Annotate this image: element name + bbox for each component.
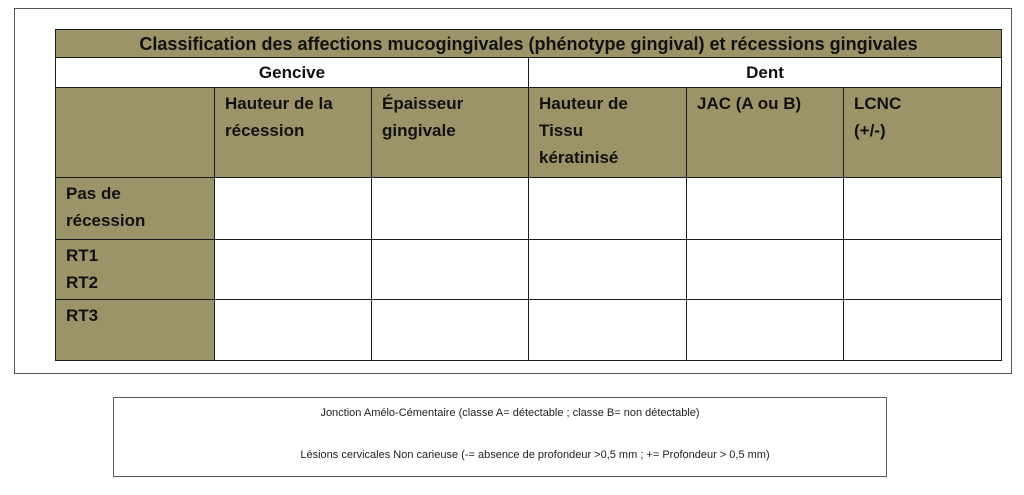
table-cell (529, 240, 687, 300)
col-header-line: récession (225, 121, 305, 140)
row-label-rt3 (56, 300, 215, 361)
col-header-epaisseur-gingivale (372, 88, 529, 178)
table-cell (529, 178, 687, 240)
title-row (56, 30, 1002, 58)
col-header-hauteur-tissu-keratinise (529, 88, 687, 178)
col-header-line: Épaisseur (382, 94, 464, 113)
group-dent: Dent (529, 58, 1002, 88)
table-cell (687, 240, 844, 300)
table-cell (215, 240, 372, 300)
column-header-row (56, 88, 1002, 178)
row-label-rt1-rt2 (56, 240, 215, 300)
col-header-line: Hauteur de la (225, 94, 333, 113)
classification-table (55, 29, 1002, 361)
col-header-line: (+/-) (854, 121, 886, 140)
row-label-line: Pas de (66, 184, 121, 203)
table-row (56, 300, 1002, 361)
col-header-lcnc (844, 88, 1002, 178)
table-cell (687, 178, 844, 240)
col-header-jac (687, 88, 844, 178)
table-cell (844, 300, 1002, 361)
col-header-hauteur-recession (215, 88, 372, 178)
table-cell (215, 178, 372, 240)
group-row (56, 58, 1002, 88)
table-row (56, 240, 1002, 300)
table-title: Classification des affections mucogingivales (phénotype gingival) et récessions gingivales (56, 30, 1002, 58)
row-label-line: RT1 (66, 246, 99, 265)
header-corner (56, 88, 215, 178)
document-frame (14, 8, 1012, 374)
table-cell (687, 300, 844, 361)
legend-jac: Jonction Amélo-Cémentaire (classe A= détectable ; classe B= non détectable) (320, 407, 700, 419)
col-header-line: kératinisé (539, 148, 619, 167)
table-cell (529, 300, 687, 361)
table-cell (372, 240, 529, 300)
table-cell (844, 240, 1002, 300)
legend-lcnc: Lésions cervicales Non carieuse (-= absence de profondeur >0,5 mm ; += Profondeur > 0,5 mm) (300, 449, 770, 461)
col-header-line: Tissu (539, 121, 584, 140)
table-cell (844, 178, 1002, 240)
row-label-line: récession (66, 211, 146, 230)
col-header-line: JAC (A ou B) (697, 94, 802, 113)
table-cell (372, 178, 529, 240)
row-label-line: RT3 (66, 306, 99, 325)
col-header-line: gingivale (382, 121, 456, 140)
table-cell (372, 300, 529, 361)
row-label-line: RT2 (66, 273, 99, 292)
group-gencive: Gencive (56, 58, 529, 88)
col-header-line: Hauteur de (539, 94, 628, 113)
table-cell (215, 300, 372, 361)
table-row (56, 178, 1002, 240)
row-label-pas-de-recession (56, 178, 215, 240)
col-header-line: LCNC (854, 94, 902, 113)
legend-box (113, 397, 887, 477)
